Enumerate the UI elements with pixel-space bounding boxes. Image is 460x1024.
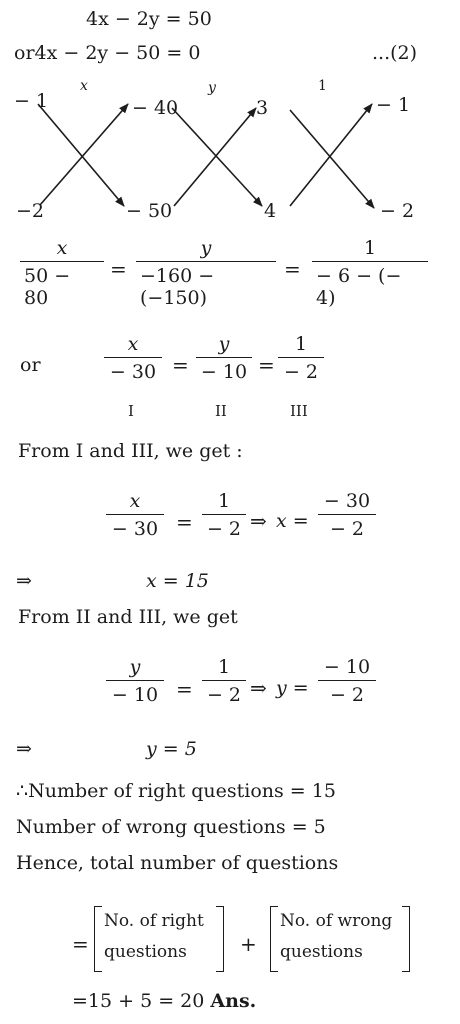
step-y-result-arrow: ⇒ <box>16 738 32 760</box>
cross-top-4: − 1 <box>376 94 411 116</box>
box2-right-bracket <box>402 906 410 972</box>
box2-left-bracket <box>270 906 278 972</box>
ratio-fraction-1: x 50 − 80 <box>20 237 104 309</box>
equation-line-1: 4x − 2y = 50 <box>86 8 212 30</box>
box1-text: No. of right questions <box>104 911 204 962</box>
cross-header-1: 1 <box>318 78 327 94</box>
conclusion-wrong: Number of wrong questions = 5 <box>16 816 326 838</box>
label-II: II <box>215 402 227 420</box>
simplified-fraction-1: x − 30 <box>104 333 162 383</box>
step-x-result-arrow: ⇒ <box>16 570 32 592</box>
cross-bottom-2: − 50 <box>126 200 173 222</box>
ratio-equals-1: = <box>110 257 127 281</box>
box1-left-bracket <box>94 906 102 972</box>
ratio-fraction-3: 1 − 6 − (− 4) <box>312 237 428 309</box>
cross-bottom-1: −2 <box>16 200 45 222</box>
step-y-equals: = <box>176 677 193 701</box>
label-I: I <box>128 402 134 420</box>
cross-bottom-3: 4 <box>264 200 277 222</box>
step-x-var: x = <box>276 510 309 532</box>
simplified-prefix: or <box>20 354 41 376</box>
ans-label: Ans. <box>210 990 257 1012</box>
cross-top-2: − 40 <box>132 97 179 119</box>
ratio-fraction-2: y −160 − (−150) <box>136 237 276 309</box>
arrow-1b <box>40 104 128 205</box>
total-plus: + <box>240 932 257 956</box>
cross-header-y: y <box>208 80 216 96</box>
simplified-fraction-3: 1 − 2 <box>278 333 324 383</box>
cross-header-x: x <box>80 78 88 94</box>
cross-top-3: 3 <box>256 97 269 119</box>
step-y-fraction-c: − 10 − 2 <box>318 656 376 706</box>
step-x-implies: ⇒ <box>250 509 267 533</box>
simplified-equals-2: = <box>258 353 275 377</box>
equation-tag: ...(2) <box>372 42 418 64</box>
arrow-3a <box>290 110 374 208</box>
box1-right-bracket <box>216 906 224 972</box>
box2-text: No. of wrong questions <box>280 911 393 962</box>
step-x-fraction-a: x − 30 <box>106 490 164 540</box>
arrow-1a <box>38 104 124 206</box>
equation-line-2: or4x − 2y − 50 = 0 <box>14 42 201 64</box>
step-x-result: x = 15 <box>146 570 209 592</box>
total-equals: = <box>72 932 89 956</box>
step-y-intro: From II and III, we get <box>18 606 238 628</box>
ratio-equals-2: = <box>284 257 301 281</box>
cross-top-1: − 1 <box>14 90 49 112</box>
step-y-var: y = <box>276 677 309 699</box>
step-y-result: y = 5 <box>146 738 197 760</box>
label-III: III <box>290 402 308 420</box>
cross-bottom-4: − 2 <box>380 200 415 222</box>
simplified-fraction-2: y − 10 <box>196 333 252 383</box>
step-x-fraction-c: − 30 − 2 <box>318 490 376 540</box>
conclusion-hence: Hence, total number of questions <box>16 852 339 874</box>
step-x-fraction-b: 1 − 2 <box>202 490 246 540</box>
simplified-equals-1: = <box>172 353 189 377</box>
final-answer: =15 + 5 = 20 Ans. <box>72 990 257 1012</box>
step-y-fraction-a: y − 10 <box>106 656 164 706</box>
step-x-equals: = <box>176 510 193 534</box>
step-y-fraction-b: 1 − 2 <box>202 656 246 706</box>
conclusion-right: ∴Number of right questions = 15 <box>16 780 336 802</box>
step-x-intro: From I and III, we get : <box>18 440 243 462</box>
step-y-implies: ⇒ <box>250 676 267 700</box>
